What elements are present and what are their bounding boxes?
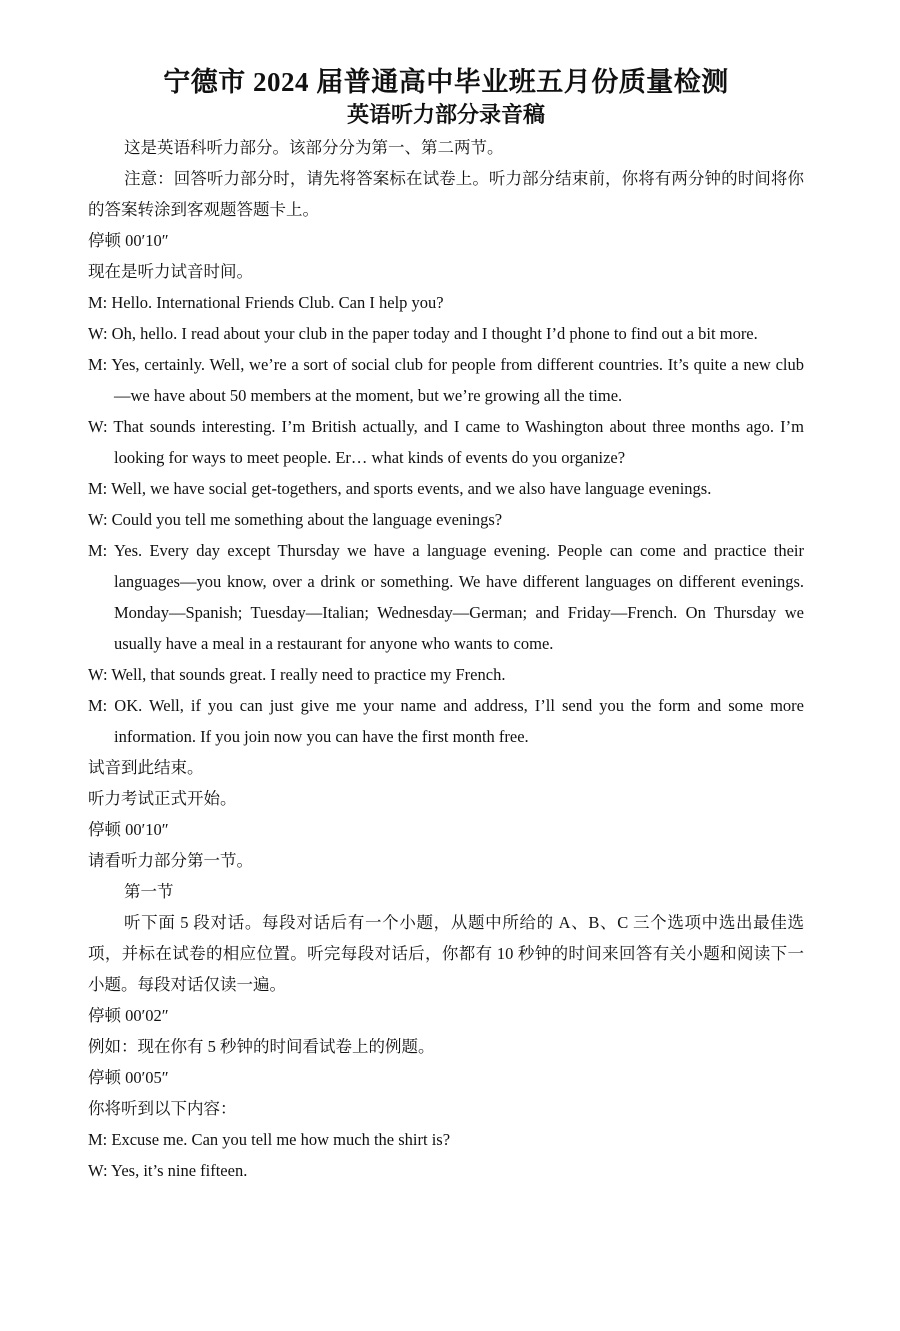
dialogue-line: W: Well, that sounds great. I really need to practice my French. [88, 665, 506, 684]
dialogue-line: M: OK. Well, if you can just give me your name and address, I’ll send you the form and some more information. If you join now you can have the first month free. [88, 696, 804, 746]
section-heading: 第一节 [124, 882, 174, 901]
dialogue-line: M: Well, we have social get-togethers, and sports events, and we also have language evenings. [88, 479, 712, 498]
sound-check-end: 试音到此结束。 [88, 758, 204, 777]
section-instructions: 听下面 5 段对话。每段对话后有一个小题，从题中所给的 A、B、C 三个选项中选出最佳选项，并标在试卷的相应位置。听完每段对话后，你都有 10 秒钟的时间来回答有关小题和阅读下一小题。每段对话仅读一遍。 [88, 913, 804, 994]
pause-marker: 停顿 00′10″ [88, 231, 169, 250]
document-title: 宁德市 2024 届普通高中毕业班五月份质量检测 [163, 67, 729, 97]
dialogue-line: M: Yes. Every day except Thursday we have a language evening. People can come and practice their languages—you know, over a drink or something. We have different languages on different evenings. Monday—Spanish; Tuesday—Italian; Wednesday—German; and Friday—French. On Thursday we usually have a meal in a restaurant for anyone who wants to come. [88, 541, 804, 653]
dialogue-line: W: That sounds interesting. I’m British actually, and I came to Washington about three months ago. I’m looking for ways to meet people. Er… what kinds of events do you organize? [88, 417, 804, 467]
pause-marker: 停顿 00′10″ [88, 820, 169, 839]
dialogue-line: W: Could you tell me something about the language evenings? [88, 510, 503, 529]
dialogue-line: M: Hello. International Friends Club. Can I help you? [88, 293, 444, 312]
example-prompt: 例如：现在你有 5 秒钟的时间看试卷上的例题。 [88, 1037, 435, 1056]
pause-marker: 停顿 00′05″ [88, 1068, 169, 1087]
sound-check-line: 现在是听力试音时间。 [88, 262, 253, 281]
document-subtitle: 英语听力部分录音稿 [346, 102, 545, 127]
notice-paragraph: 注意：回答听力部分时，请先将答案标在试卷上。听力部分结束前，你将有两分钟的时间将你的答案转涂到客观题答题卡上。 [88, 169, 804, 219]
dialogue-line: W: Yes, it’s nine fifteen. [88, 1161, 248, 1180]
intro-line: 这是英语科听力部分。该部分分为第一、第二两节。 [124, 138, 504, 157]
pause-marker: 停顿 00′02″ [88, 1006, 169, 1025]
dialogue-line: W: Oh, hello. I read about your club in the paper today and I thought I’d phone to find out a bit more. [88, 324, 758, 343]
section-prompt: 请看听力部分第一节。 [88, 851, 253, 870]
dialogue-line: M: Excuse me. Can you tell me how much the shirt is? [88, 1130, 451, 1149]
dialogue-line: M: Yes, certainly. Well, we’re a sort of social club for people from different countries. It’s quite a new club—we have about 50 members at the moment, but we’re growing all the time. [88, 355, 804, 405]
listen-prompt: 你将听到以下内容： [88, 1099, 237, 1118]
exam-start-line: 听力考试正式开始。 [88, 789, 237, 808]
